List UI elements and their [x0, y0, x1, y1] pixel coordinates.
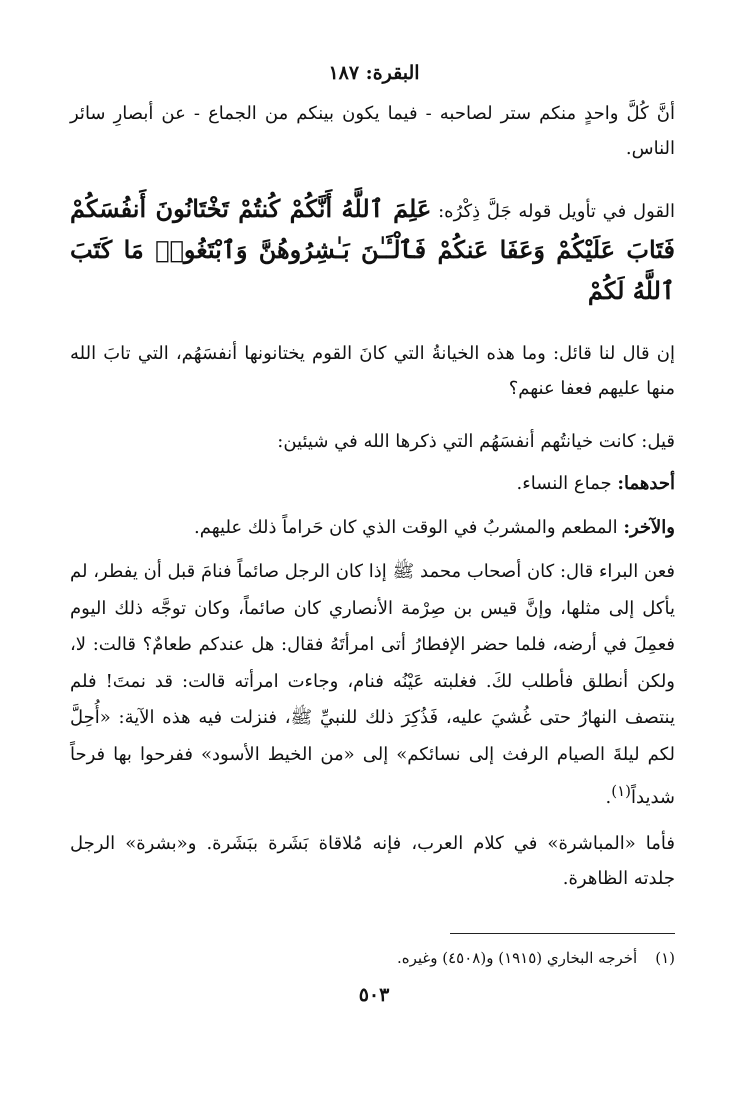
footnote-number: (١)	[655, 949, 675, 967]
first-item-text: جماع النساء.	[516, 473, 612, 494]
paragraph-verse-heading	[70, 190, 675, 313]
footnote-divider	[450, 933, 675, 934]
hadith-end: .	[605, 787, 612, 808]
page-number: ٥٠٣	[358, 984, 390, 1006]
footnote-text: أخرجه البخاري (١٩١٥) و(٤٥٠٨) وغيره.	[396, 949, 638, 967]
paragraph-hadith	[70, 554, 675, 817]
page-header: البقرة: ١٨٧	[328, 62, 420, 84]
second-item-label: والآخر:	[623, 517, 675, 538]
paragraph-question: إن قال لنا قائل: وما هذه الخيانةُ التي كانَ القوم يختانونها أنفسَهُم، التي تابَ الله منها عليهم فعفا عنهم؟	[70, 343, 675, 399]
paragraph-answer: قيل: كانت خيانتُهم أنفسَهُم التي ذكرها الله في شيئين:	[277, 431, 675, 452]
verse-intro: القول في تأويل قوله جَلَّ ذِكْرُه:	[438, 201, 675, 222]
paragraph-first-item	[70, 466, 675, 501]
quran-verse: عَلِمَ ٱللَّهُ أَنَّكُمْ كُنتُمْ تَخْتَانُونَ أَنفُسَكُمْ فَتَابَ عَلَيْكُمْ وَعَفَا عَنكُمْ فَٱلْـَٔـٰنَ بَـٰشِرُوهُنَّ وَٱبْتَغُوا۟ مَا كَتَبَ ٱللَّهُ لَكُمْ	[70, 194, 675, 305]
footnote-reference: (١)	[611, 782, 631, 800]
paragraph-second-item	[70, 510, 675, 545]
second-item-text: المطعم والمشربُ في الوقت الذي كان حَراماً ذلك عليهم.	[194, 517, 618, 538]
paragraph-mubashara: فأما «المباشرة» في كلام العرب، فإنه مُلاقاة بَشَرة ببَشَرة. و«بشرة» الرجل جلدته الظاهرة.	[70, 833, 675, 889]
hadith-text: فعن البراء قال: كان أصحاب محمد ﷺ إذا كان الرجل صائماً فنامَ قبل أن يفطر، لم يأكل إلى مثلها، وإنَّ قيس بن صِرْمة الأنصاري كان صائماً، وكان توجَّه ذلك اليوم فعمِلَ في أرضه، فلما حضر الإفطارُ أتى امرأتَهُ فقال: هل عندكم طعامٌ؟ قالت: لا، ولكن أنطلق فأطلب لكَ. فغلبته عَيْنُه فنام، وجاءت امرأته قالت: قد نمتَ! فلم ينتصف النهارُ حتى غُشيَ عليه، فَذُكِرَ ذلك للنبيِّ ﷺ، فنزلت فيه هذه الآية: «أُحِلَّ لكم ليلةَ الصيام الرفث إلى نسائكم» إلى «من الخيط الأسود» ففرحوا بها فرحاً شديداً	[70, 561, 675, 808]
first-item-label: أحدهما:	[617, 473, 675, 494]
paragraph-1: أنَّ كُلَّ واحدٍ منكم ستر لصاحبه - فيما يكون بينكم من الجماع - عن أبصارِ سائر الناس.	[70, 103, 675, 159]
footnote	[70, 946, 675, 970]
